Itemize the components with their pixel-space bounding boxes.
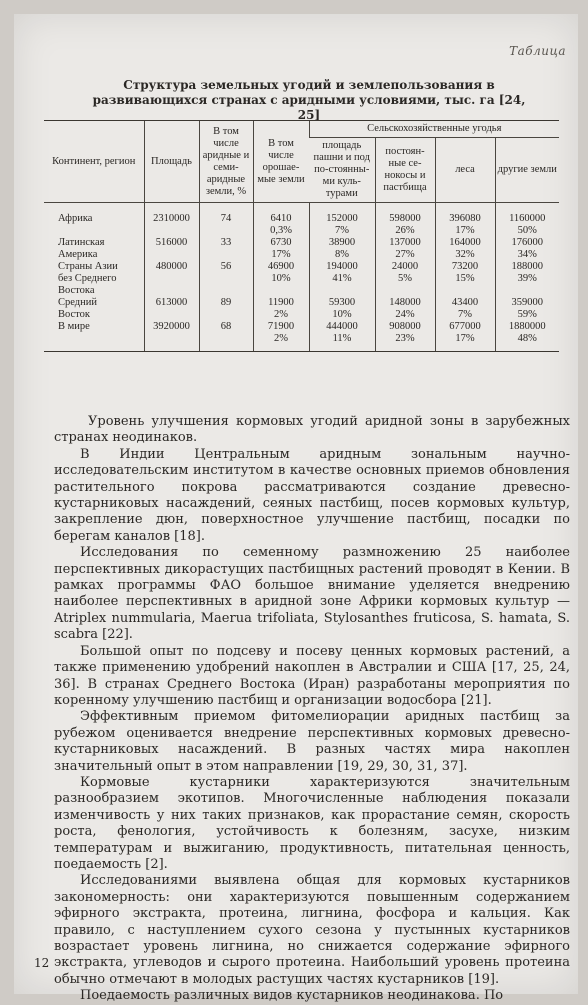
- col-header-arid: В том числе аридные и семи-аридные земли, %: [199, 121, 253, 203]
- cell-line: 8%: [335, 249, 349, 260]
- cell-line: 480000: [155, 261, 188, 272]
- body-text: [54, 414, 570, 1005]
- table-cell-forest: [435, 297, 495, 321]
- table-cell-pastures: [375, 321, 435, 352]
- book-page: [14, 14, 578, 1004]
- cell-line: 152000: [326, 213, 358, 224]
- cell-line: Восток: [58, 309, 90, 320]
- col-header-other: другие земли: [495, 138, 559, 203]
- cell-line: Востока: [58, 285, 95, 296]
- table-cell-area: [144, 297, 199, 321]
- table-cell-arable: [309, 321, 375, 352]
- cell-line: 176000: [511, 237, 543, 248]
- cell-line: 48%: [517, 333, 537, 344]
- table-row: [44, 237, 559, 261]
- cell-line: В мире: [58, 321, 90, 332]
- cell-line: 27%: [395, 249, 415, 260]
- cell-line: 15%: [455, 273, 475, 284]
- cell-line: 43400: [451, 297, 479, 308]
- table-cell-other: [495, 237, 559, 261]
- table-cell-irrigated: [253, 237, 309, 261]
- table-cell-arable: [309, 261, 375, 297]
- table-cell-arid: [199, 321, 253, 352]
- page-number: 12: [34, 956, 50, 970]
- table-cell-irrigated: [253, 261, 309, 297]
- cell-line: 17%: [271, 249, 291, 260]
- running-head: Таблица: [509, 44, 566, 58]
- table-cell-pastures: [375, 297, 435, 321]
- table-cell-arable: [309, 297, 375, 321]
- cell-line: 516000: [155, 237, 188, 248]
- cell-line: Средний: [58, 297, 97, 308]
- table-cell-other: [495, 261, 559, 297]
- cell-line: 74: [220, 213, 232, 224]
- table-cell-arable: [309, 237, 375, 261]
- table-cell-area: [144, 321, 199, 352]
- cell-line: 908000: [389, 321, 421, 332]
- cell-line: без Среднего: [58, 273, 117, 284]
- cell-line: 6730: [270, 237, 292, 248]
- cell-line: 23%: [395, 333, 415, 344]
- cell-line: 7%: [335, 225, 349, 236]
- col-header-arable: площадь пашни и под по-стоянны-ми куль-турами: [309, 138, 375, 203]
- table-cell-irrigated: [253, 321, 309, 352]
- cell-line: 41%: [332, 273, 352, 284]
- paragraph: Исследования по семенному размножению 25 наиболее перспективных дикорастущих пастбищных растений проводят в Кении. В рамках программы ФАО большое внимание уделяется внедрению наиболее перспективных в аридной зоне Африки кормовых культур — Atriplex nummularia, Maerua trifoliata, Stylosanthes fruticosa, S. hamata, S. scabra [22].: [54, 545, 570, 643]
- table-cell-irrigated: [253, 203, 309, 238]
- table-cell-irrigated: [253, 297, 309, 321]
- table-caption: Структура земельных угодий и землепользования в развивающихся странах с аридными условиями, тыс. га [24, 25]: [92, 78, 526, 122]
- cell-line: Латинская: [58, 237, 105, 248]
- paragraph: Исследованиями выявлена общая для кормовых кустарников закономерность: они характеризуются повышенным содержанием эфирного экстракта, протеина, лигнина, фосфора и кальция. Как правило, с наступлением сухого сезона у пустынных кустарников возрастает уровень лигнина, но снижается содержание эфирного экстракта, углеводов и сырого протеина. Наибольший уровень протеина обычно отмечают в молодых растущих частях кустарников [19].: [54, 873, 570, 987]
- table-cell-area: [144, 237, 199, 261]
- col-header-forest: леса: [435, 138, 495, 203]
- cell-line: 1880000: [508, 321, 546, 332]
- cell-line: 6410: [270, 213, 292, 224]
- cell-line: 71900: [267, 321, 295, 332]
- table-cell-region: [44, 261, 144, 297]
- cell-line: 598000: [389, 213, 421, 224]
- table-cell-region: [44, 237, 144, 261]
- paragraph: В Индии Центральным аридным зональным научно-исследовательским институтом в качестве основных приемов обновления растительного покрова рассматриваются создание древесно-кустарниковых насаждений, сеяных пастбищ, посев кормовых культур, закрепление дюн, поверхностное улучшение пастбищ, посадки по берегам каналов [18].: [54, 446, 570, 544]
- cell-line: 59300: [328, 297, 356, 308]
- cell-line: 5%: [398, 273, 412, 284]
- table-cell-pastures: [375, 237, 435, 261]
- cell-line: 38900: [328, 237, 356, 248]
- table-row: [44, 297, 559, 321]
- cell-line: Африка: [58, 213, 93, 224]
- table-cell-forest: [435, 237, 495, 261]
- cell-line: 396080: [449, 213, 481, 224]
- table-cell-arable: [309, 203, 375, 238]
- table-cell-area: [144, 203, 199, 238]
- table-cell-arid: [199, 237, 253, 261]
- table-cell-area: [144, 261, 199, 297]
- land-structure-table: [44, 120, 559, 352]
- cell-line: 33: [220, 237, 232, 248]
- col-header-irrigated: В том числе орошае-мые земли: [253, 121, 309, 203]
- table-cell-arid: [199, 297, 253, 321]
- cell-line: 50%: [517, 225, 537, 236]
- table-cell-region: [44, 321, 144, 352]
- cell-line: 188000: [511, 261, 543, 272]
- table-cell-arid: [199, 261, 253, 297]
- paragraph: Большой опыт по подсеву и посеву ценных кормовых растений, а также применению удобрений накоплен в Австралии и США [17, 25, 24, 36]. В странах Среднего Востока (Иран) разработаны мероприятия по коренному улучшению пастбищ и организации водосбора [21].: [54, 643, 570, 708]
- table-row: [44, 321, 559, 352]
- cell-line: 73200: [451, 261, 479, 272]
- cell-line: 2310000: [153, 213, 190, 224]
- cell-line: 613000: [155, 297, 188, 308]
- cell-line: 7%: [458, 309, 472, 320]
- table-cell-forest: [435, 203, 495, 238]
- table-row: [44, 261, 559, 297]
- cell-line: 34%: [517, 249, 537, 260]
- cell-line: 359000: [511, 297, 543, 308]
- table-cell-pastures: [375, 261, 435, 297]
- cell-line: 17%: [455, 333, 475, 344]
- table-cell-pastures: [375, 203, 435, 238]
- cell-line: 194000: [326, 261, 358, 272]
- cell-line: 137000: [389, 237, 421, 248]
- cell-line: 2%: [274, 309, 288, 320]
- table-cell-forest: [435, 261, 495, 297]
- table-cell-region: [44, 203, 144, 238]
- cell-line: 148000: [389, 297, 421, 308]
- cell-line: 32%: [455, 249, 475, 260]
- cell-line: 10%: [271, 273, 291, 284]
- cell-line: 59%: [517, 309, 537, 320]
- table-cell-region: [44, 297, 144, 321]
- cell-line: 68: [220, 321, 232, 332]
- cell-line: 444000: [326, 321, 358, 332]
- col-header-region: Континент, регион: [44, 121, 144, 203]
- col-group-header: Сельскохозяйственные угодья: [309, 121, 559, 138]
- cell-line: 46900: [267, 261, 295, 272]
- table-cell-other: [495, 297, 559, 321]
- cell-line: Страны Азии: [58, 261, 118, 272]
- table-cell-other: [495, 203, 559, 238]
- cell-line: 26%: [395, 225, 415, 236]
- cell-line: 56: [220, 261, 232, 272]
- cell-line: 0,3%: [270, 225, 292, 236]
- cell-line: 3920000: [153, 321, 190, 332]
- cell-line: 677000: [449, 321, 481, 332]
- paragraph: Эффективным приемом фитомелиорации аридных пастбищ за рубежом оценивается внедрение перспективных кормовых древесно-кустарниковых насаждений. В разных частях мира накоплен значительный опыт в этом направлении [19, 29, 30, 31, 37].: [54, 709, 570, 774]
- paragraph: Уровень улучшения кормовых угодий аридной зоны в зарубежных странах неодинаков.: [54, 414, 570, 446]
- table-row: [44, 203, 559, 238]
- cell-line: 89: [220, 297, 232, 308]
- paragraph: Поедаемость различных видов кустарников неодинакова. По: [80, 988, 504, 1004]
- table-cell-arid: [199, 203, 253, 238]
- cell-line: 24000: [391, 261, 419, 272]
- cell-line: 11%: [332, 333, 352, 344]
- cell-line: 11900: [268, 297, 294, 308]
- cell-line: 2%: [274, 333, 288, 344]
- col-header-pastures: постоян-ные се-нокосы и пастбища: [375, 138, 435, 203]
- table-cell-forest: [435, 321, 495, 352]
- cell-line: 39%: [517, 273, 537, 284]
- cell-line: 164000: [449, 237, 481, 248]
- cell-line: Америка: [58, 249, 98, 260]
- cell-line: 10%: [332, 309, 352, 320]
- cell-line: 24%: [395, 309, 415, 320]
- cell-line: 1160000: [509, 213, 546, 224]
- table-cell-other: [495, 321, 559, 352]
- cell-line: 17%: [455, 225, 475, 236]
- col-header-area: Площадь: [144, 121, 199, 203]
- paragraph: Кормовые кустарники характеризуются значительным разнообразием экотипов. Многочисленные наблюдения показали изменчивость у них таких признаков, как прорастание семян, скорость роста, фенология, устойчивость к болезням, засухе, низким температурам и выжиганию, продуктивность, питательная ценность, поедаемость [2].: [54, 774, 570, 872]
